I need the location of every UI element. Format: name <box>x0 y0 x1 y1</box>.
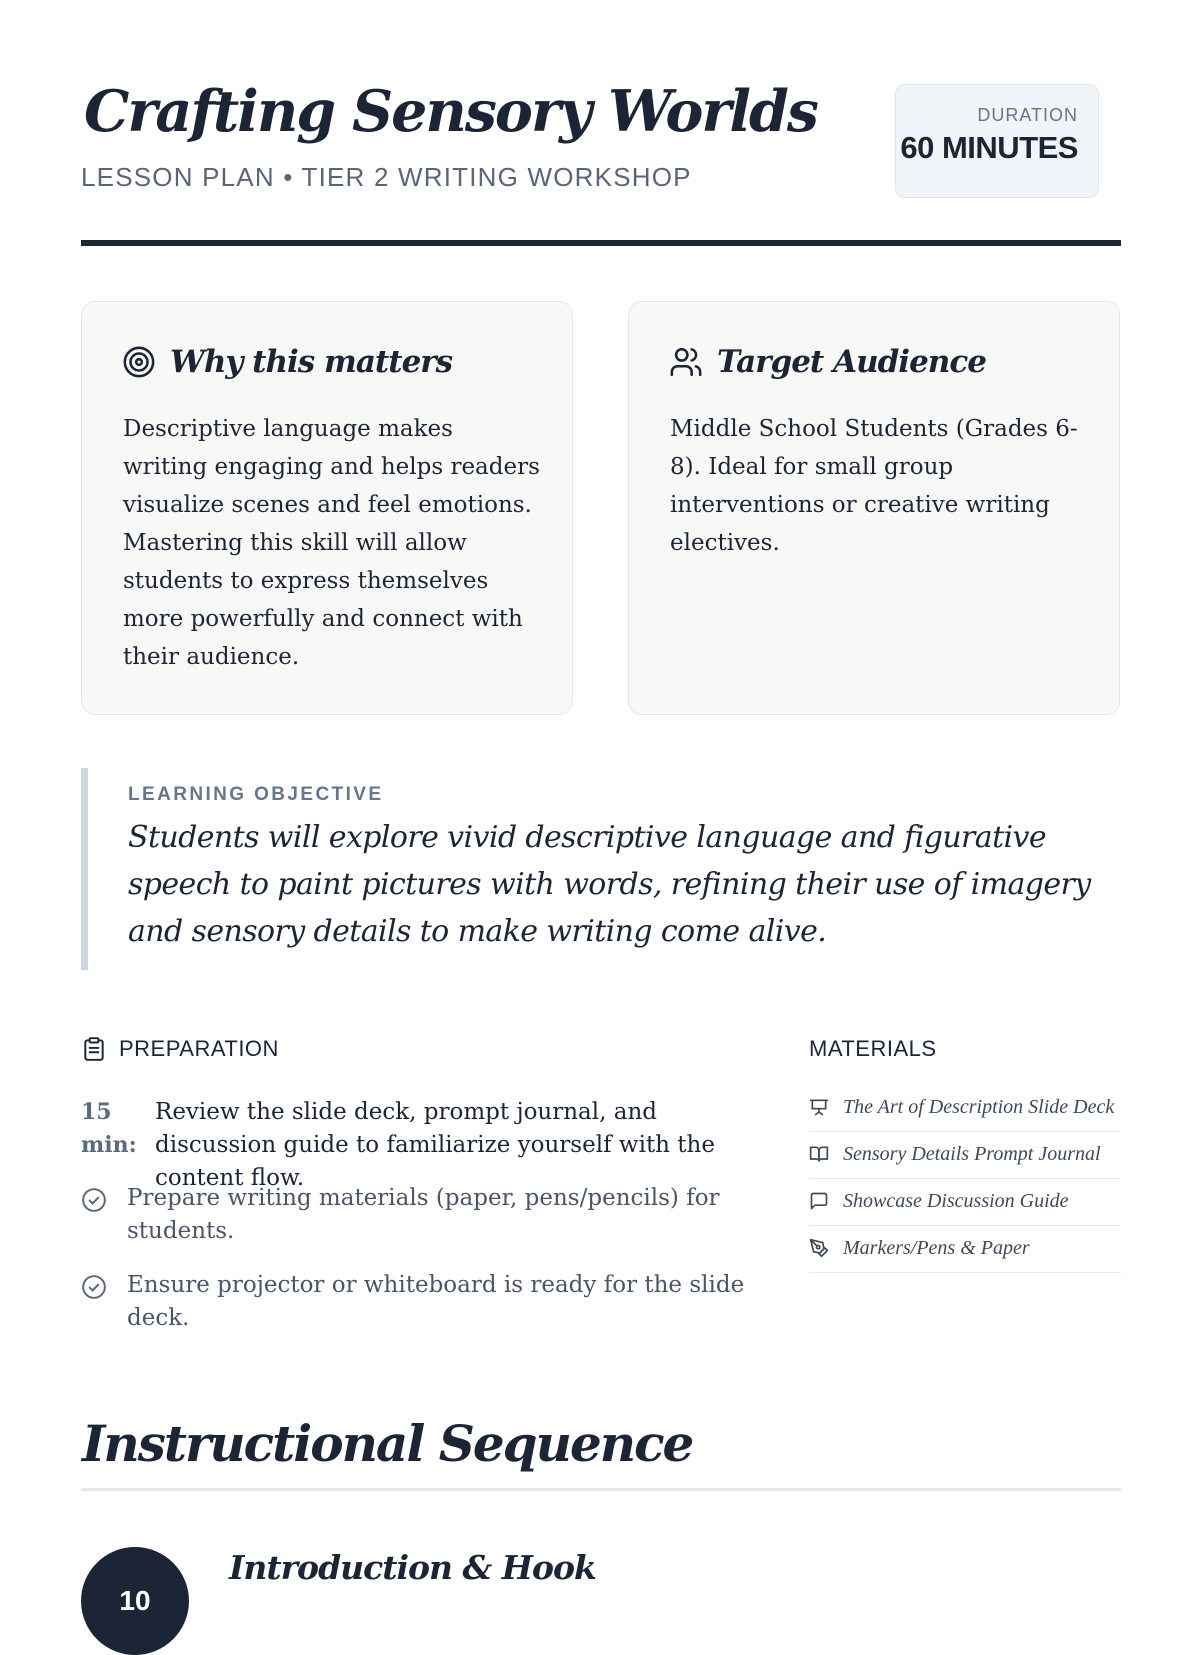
material-label: Showcase Discussion Guide <box>843 1189 1069 1212</box>
sequence-title: Instructional Sequence <box>82 1414 693 1473</box>
material-label: Sensory Details Prompt Journal <box>843 1142 1101 1165</box>
prep-checklist-text: Prepare writing materials (paper, pens/pencils) for students. <box>127 1185 720 1244</box>
materials-list <box>809 1085 1121 1273</box>
material-label: The Art of Description Slide Deck <box>843 1095 1115 1118</box>
objective-accent-bar <box>81 768 88 970</box>
prep-checklist-text: Ensure projector or whiteboard is ready for the slide deck. <box>127 1272 745 1331</box>
check-circle-icon <box>81 1187 107 1213</box>
preparation-title: PREPARATION <box>119 1036 279 1061</box>
learning-objective <box>81 768 1121 970</box>
step-minutes: 10 <box>119 1585 151 1616</box>
book-icon <box>809 1144 829 1164</box>
step-duration-badge <box>81 1547 189 1655</box>
objective-label: LEARNING OBJECTIVE <box>128 784 384 805</box>
material-label: Markers/Pens & Paper <box>843 1236 1030 1259</box>
step-title: Introduction & Hook <box>229 1548 596 1587</box>
target-icon <box>122 345 156 379</box>
sequence-divider <box>81 1488 1121 1491</box>
prep-time: 15 min: <box>81 1099 137 1158</box>
material-item[interactable] <box>809 1132 1121 1179</box>
audience-card-title: Target Audience <box>717 344 986 380</box>
material-item[interactable] <box>809 1179 1121 1226</box>
material-item[interactable] <box>809 1226 1121 1273</box>
prep-checklist-item <box>81 1269 761 1335</box>
material-item[interactable] <box>809 1085 1121 1132</box>
preparation-heading <box>81 1036 279 1062</box>
why-card-title: Why this matters <box>170 344 453 380</box>
audience-card-body: Middle School Students (Grades 6-8). Ideal for small group interventions or creative writing electives. <box>670 416 1078 556</box>
objective-text: Students will explore vivid descriptive language and figurative speech to paint pictures with words, refining their use of imagery and sensory details to make writing come alive. <box>128 820 1091 949</box>
page-subtitle: LESSON PLAN • TIER 2 WRITING WORKSHOP <box>81 162 692 192</box>
why-this-matters-card <box>81 301 573 715</box>
users-icon <box>669 345 703 379</box>
duration-value: 60 MINUTES <box>900 130 1078 165</box>
why-card-body: Descriptive language makes writing engaging and helps readers visualize scenes and feel emotions. Mastering this skill will allow students to express themselves more powerfully and connect with their audience. <box>123 416 540 670</box>
audience-card-heading <box>669 344 986 380</box>
prep-timed-text: Review the slide deck, prompt journal, and discussion guide to familiarize yourself with the content flow. <box>155 1099 715 1191</box>
presentation-icon <box>809 1097 829 1117</box>
why-card-heading <box>122 344 452 380</box>
header-divider <box>81 240 1121 246</box>
prep-timed-item <box>81 1096 761 1195</box>
page-title: Crafting Sensory Worlds <box>84 78 817 145</box>
materials-heading: MATERIALS <box>809 1036 937 1061</box>
prep-checklist-item <box>81 1182 761 1248</box>
pen-tool-icon <box>809 1238 829 1258</box>
check-circle-icon <box>81 1274 107 1300</box>
message-icon <box>809 1191 829 1211</box>
duration-label: DURATION <box>977 105 1078 125</box>
lesson-plan-page <box>81 0 1121 1616</box>
duration-badge <box>895 84 1099 198</box>
clipboard-icon <box>81 1036 107 1062</box>
target-audience-card <box>628 301 1120 715</box>
